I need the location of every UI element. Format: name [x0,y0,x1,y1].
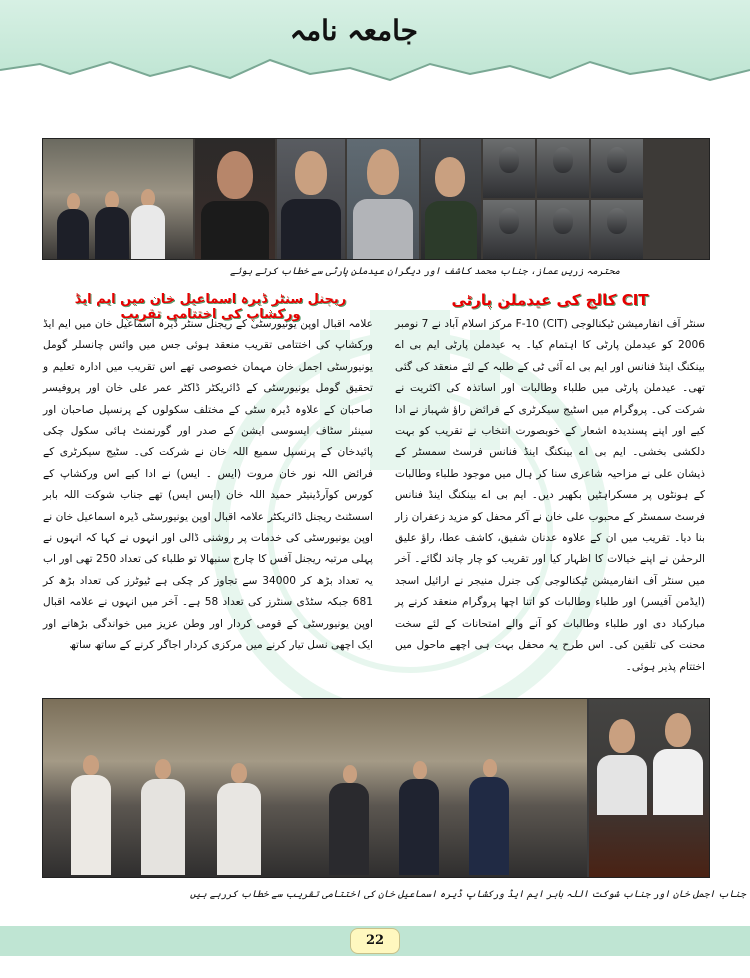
article-right-body: سنٹر آف انفارمیشن ٹیکنالوجی (CIT) F-10 مرکز اسلام آباد نے 7 نومبر 2006 کو عیدملن پارٹی کا اہتمام کیا۔ یہ عیدملن پارٹی ایم بی اے بینکنگ اینڈ فنانس اور ایم بی اے آئی ٹی کے طلبہ کے لئے منعقد کی گئی تھی۔ عیدملن پارٹی میں طلباء وطالبات اور اساتذہ کی اکثریت نے شرکت کی۔ پروگرام میں اسٹیج سیکرٹری کے فرائض راؤ شہباز نے ادا کیے اور اپنے پسندیدہ اشعار کے خوبصورت انتخاب نے تقریب کو بہت دلکشی بخشی۔ ایم بی اے بینکنگ اینڈ فنانس فرسٹ سمسٹر کے ذیشان علی نے مزاحیہ شاعری سنا کر ہال میں موجود طلباء وطالبات کے ہونٹوں پر مسکراہٹیں بکھیر دیں۔ ایم بی اے بینکنگ اینڈ فنانس فرسٹ سمسٹر کے محبوب علی خان نے آکر محفل کو مزید زعفران زار بنا دیا۔ تقریب میں ان کے علاوہ عدنان شفیق، کاشف عطا، راؤ علیق الرحمٰن نے اپنے خیالات کا اظہار کیا اور تقریب کو چار چاند لگائے۔ آخر میں سنٹر آف انفارمیشن ٹیکنالوجی کی جنرل منیجر نے ارائیل اسجد (ایڈمن آفیسر) اور طلباء وطالبات کو اتنا اچھا پروگرام منعقد کرنے پر مبارکباد دی اور طلباء وطالبات کو آنے والے امتحانات کے لئے سخت محنت کی تلقین کی۔ اس طرح یہ محفل بہت ہی اچھے ماحول میں اختتام پذیر ہوئی۔ [395,318,705,673]
photo-speaker-man-2 [347,139,419,259]
article-left-heading: ریجنل سنٹر ڈیرہ اسماعیل خان میں ایم ایڈ ورکشاپ کی اختتامی تقریب [74,292,347,322]
bottom-photo-caption: جناب اجمل خان اور جناب شوکت اللہ بابر ایم ایڈ ورکشاپ ڈیرہ اسماعیل خان کی اختتامی تقریب سے خطاب کررہے ہیں [190,889,746,900]
photo-speaker-woman [195,139,275,259]
page-title: جامعہ نامہ [289,14,418,47]
article-right-heading-text: CIT کالج کی عیدملن پارٹی [451,291,649,309]
top-photo-strip [42,138,710,260]
article-left-body: علامہ اقبال اوپن یونیورسٹی کے ریجنل سنٹر ڈیرہ اسماعیل خان میں ایم ایڈ ورکشاپ کی اختتامی تقریب منعقد ہوئی جس میں وائس چانسلر گومل یونیورسٹی اجمل خان مہمان خصوصی تھے اس تقریب میں ادارہ تعلیم و تحقیق گومل یونیورسٹی کے ڈائریکٹر ڈاکٹر عمر علی خان اور پروفیسر صاحبان کے علاوہ ڈیرہ سٹی کے مختلف سکولوں کے پرنسپل صاحبان اور سینئر سٹاف ایسوسی ایشن کے صدر اور گورنمنٹ ہائی سکول چکی پائیدخان کے پرنسپل سمیع اللہ خان نے شرکت کی۔ سٹیج سیکرٹری کے فرائض اللہ نور خان مروت (ایس ۔ ایس) نے ادا کیے اس ورکشاپ کے کورس کوآرڈینیٹر حمید اللہ خان (ایس ایس) تھے جناب شوکت اللہ بابر اسسٹنٹ ریجنل ڈائریکٹر علامہ اقبال اوپن یونیورسٹی ڈیرہ اسماعیل خان نے اوپن یونیورسٹی کی خدمات پر روشنی ڈالی اور انہوں نے کہا کہ انہوں نے پہلی مرتبہ ریجنل آفس کا چارج سنبھالا تو طلباء کی تعداد 250 تھی اور اب یہ تعداد بڑھ کر 34000 سے تجاوز کر چکی ہے ٹیوٹرز کی تعداد بڑھ کر 681 جبکہ سٹڈی سنٹرز کی تعداد 58 ہے۔ آخر میں انہوں نے علامہ اقبال اوپن یونیورسٹی کے قومی کردار اور وطن عزیز میں خواندگی بڑھانے اور ایک اچھی نسل تیار کرنے میں مرکزی کردار اجاگر کرنے کے ساتھ ساتھ [43,318,373,652]
bottom-photo-strip [42,698,710,878]
photo-audience-hall [43,139,193,259]
photo-student-grid [483,139,643,259]
article-right-heading [420,290,680,309]
photo-podium-speakers [589,699,709,877]
torn-paper-edge [0,40,750,100]
photo-speaker-man-1 [277,139,345,259]
page-number: 22 [350,928,400,954]
photo-speaker-man-3 [421,139,481,259]
top-photo-caption: محترمہ زریں عماز، جناب محمد کاشف اور دیگران عیدملن پارٹی سے خطاب کرتے ہوئے [230,266,620,277]
photo-workshop-audience [43,699,587,877]
